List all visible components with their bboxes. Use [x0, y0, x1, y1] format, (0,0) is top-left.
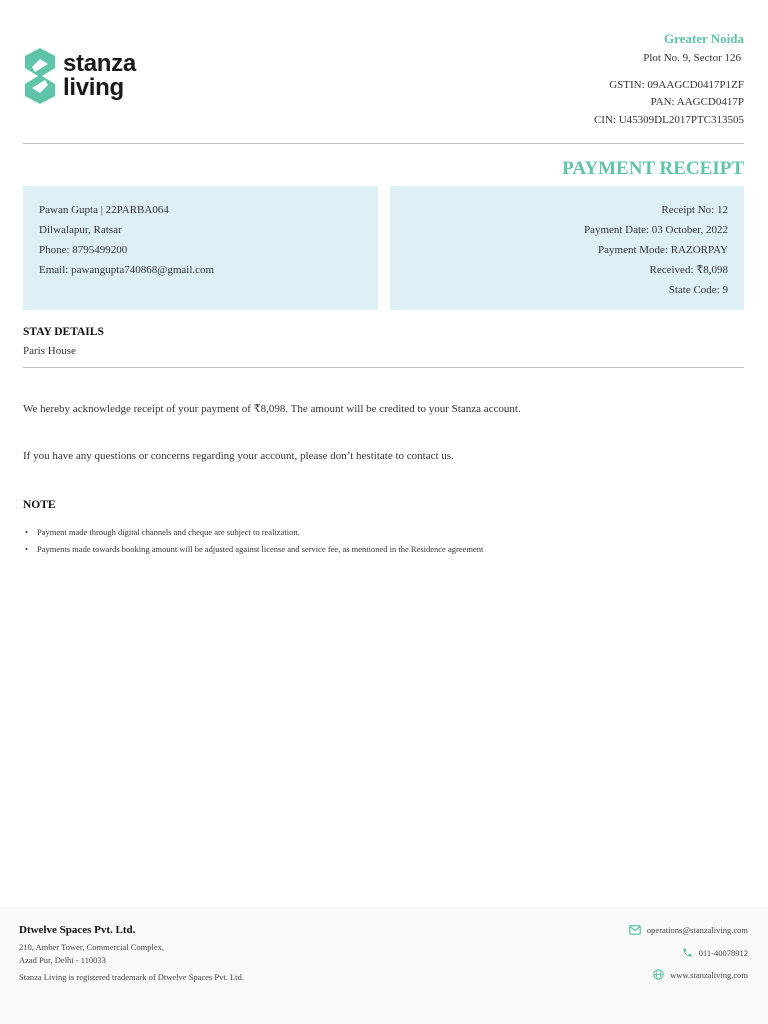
customer-name: Pawan Gupta | 22PARBA064	[39, 204, 169, 216]
stay-divider	[23, 367, 744, 368]
footer-website[interactable]: www.stanzaliving.com	[670, 969, 748, 980]
note-item: • Payment made through digital channels and cheque are subject to realization.	[23, 524, 483, 541]
page-title: PAYMENT RECEIPT	[562, 158, 744, 179]
state-code: State Code: 9	[668, 284, 728, 296]
footer-address-line-2: Azad Pur, Delhi - 110033	[19, 955, 106, 965]
payment-date: Payment Date: 03 October, 2022	[583, 224, 728, 236]
customer-phone: Phone: 8795499200	[39, 244, 128, 256]
footer-address-line-1: 210, Amber Tower, Commercial Complex,	[19, 942, 165, 952]
contact-text: If you have any questions or concerns regarding your account, please don’t hestitate to contact us.	[23, 450, 454, 462]
footer-email-link[interactable]	[629, 925, 748, 935]
note-heading: NOTE	[23, 499, 56, 511]
phone-icon	[682, 947, 693, 958]
acknowledgement-text: We hereby acknowledge receipt of your payment of ₹8,098. The amount will be credited to your Stanza account.	[23, 403, 521, 415]
logo-wordmark	[63, 52, 136, 100]
receipt-details-box	[390, 186, 744, 310]
receipt-number: Receipt No: 12	[661, 204, 728, 216]
email-icon	[629, 925, 641, 935]
pan: PAN: AAGCD0417P	[650, 96, 744, 108]
company-header-info	[594, 31, 744, 129]
company-address: Plot No. 9, Sector 126	[643, 52, 741, 64]
stay-details-value: Paris House	[23, 345, 76, 357]
stay-details-heading: STAY DETAILS	[23, 326, 104, 338]
note-list	[23, 524, 483, 557]
footer-trademark: Stanza Living is registered trademark of Dtwelve Spaces Pvt. Ltd.	[19, 972, 244, 982]
amount-received: Received: ₹8,098	[649, 264, 728, 276]
customer-email: Email: pawangupta740868@gmail.com	[39, 264, 215, 276]
note-item: • Payments made towards booking amount will be adjusted against license and service fee, as mentioned in the Residence agreement	[23, 541, 483, 558]
footer-website-link[interactable]	[653, 969, 748, 980]
footer-address	[19, 941, 164, 967]
cin: CIN: U45309DL2017PTC313505	[593, 113, 744, 126]
customer-details-box	[23, 186, 378, 310]
footer	[0, 907, 768, 1024]
stanza-logo-icon	[23, 48, 57, 104]
footer-phone[interactable]: 011-40078912	[698, 947, 748, 958]
payment-mode: Payment Mode: RAZORPAY	[598, 244, 728, 256]
footer-company-name: Dtwelve Spaces Pvt. Ltd.	[19, 924, 136, 936]
footer-phone-link[interactable]	[682, 947, 748, 958]
globe-icon	[653, 969, 664, 980]
customer-location: Dilwalapur, Ratsar	[39, 224, 122, 236]
footer-email[interactable]: operations@stanzaliving.com	[646, 925, 748, 935]
logo-line-2: living	[63, 74, 124, 101]
city-name: Greater Noida	[663, 31, 744, 46]
gstin: GSTIN: 09AAGCD0417P1ZF	[609, 78, 744, 91]
header-divider	[23, 143, 744, 144]
logo-line-1: stanza	[63, 50, 136, 77]
brand-logo	[23, 48, 136, 104]
